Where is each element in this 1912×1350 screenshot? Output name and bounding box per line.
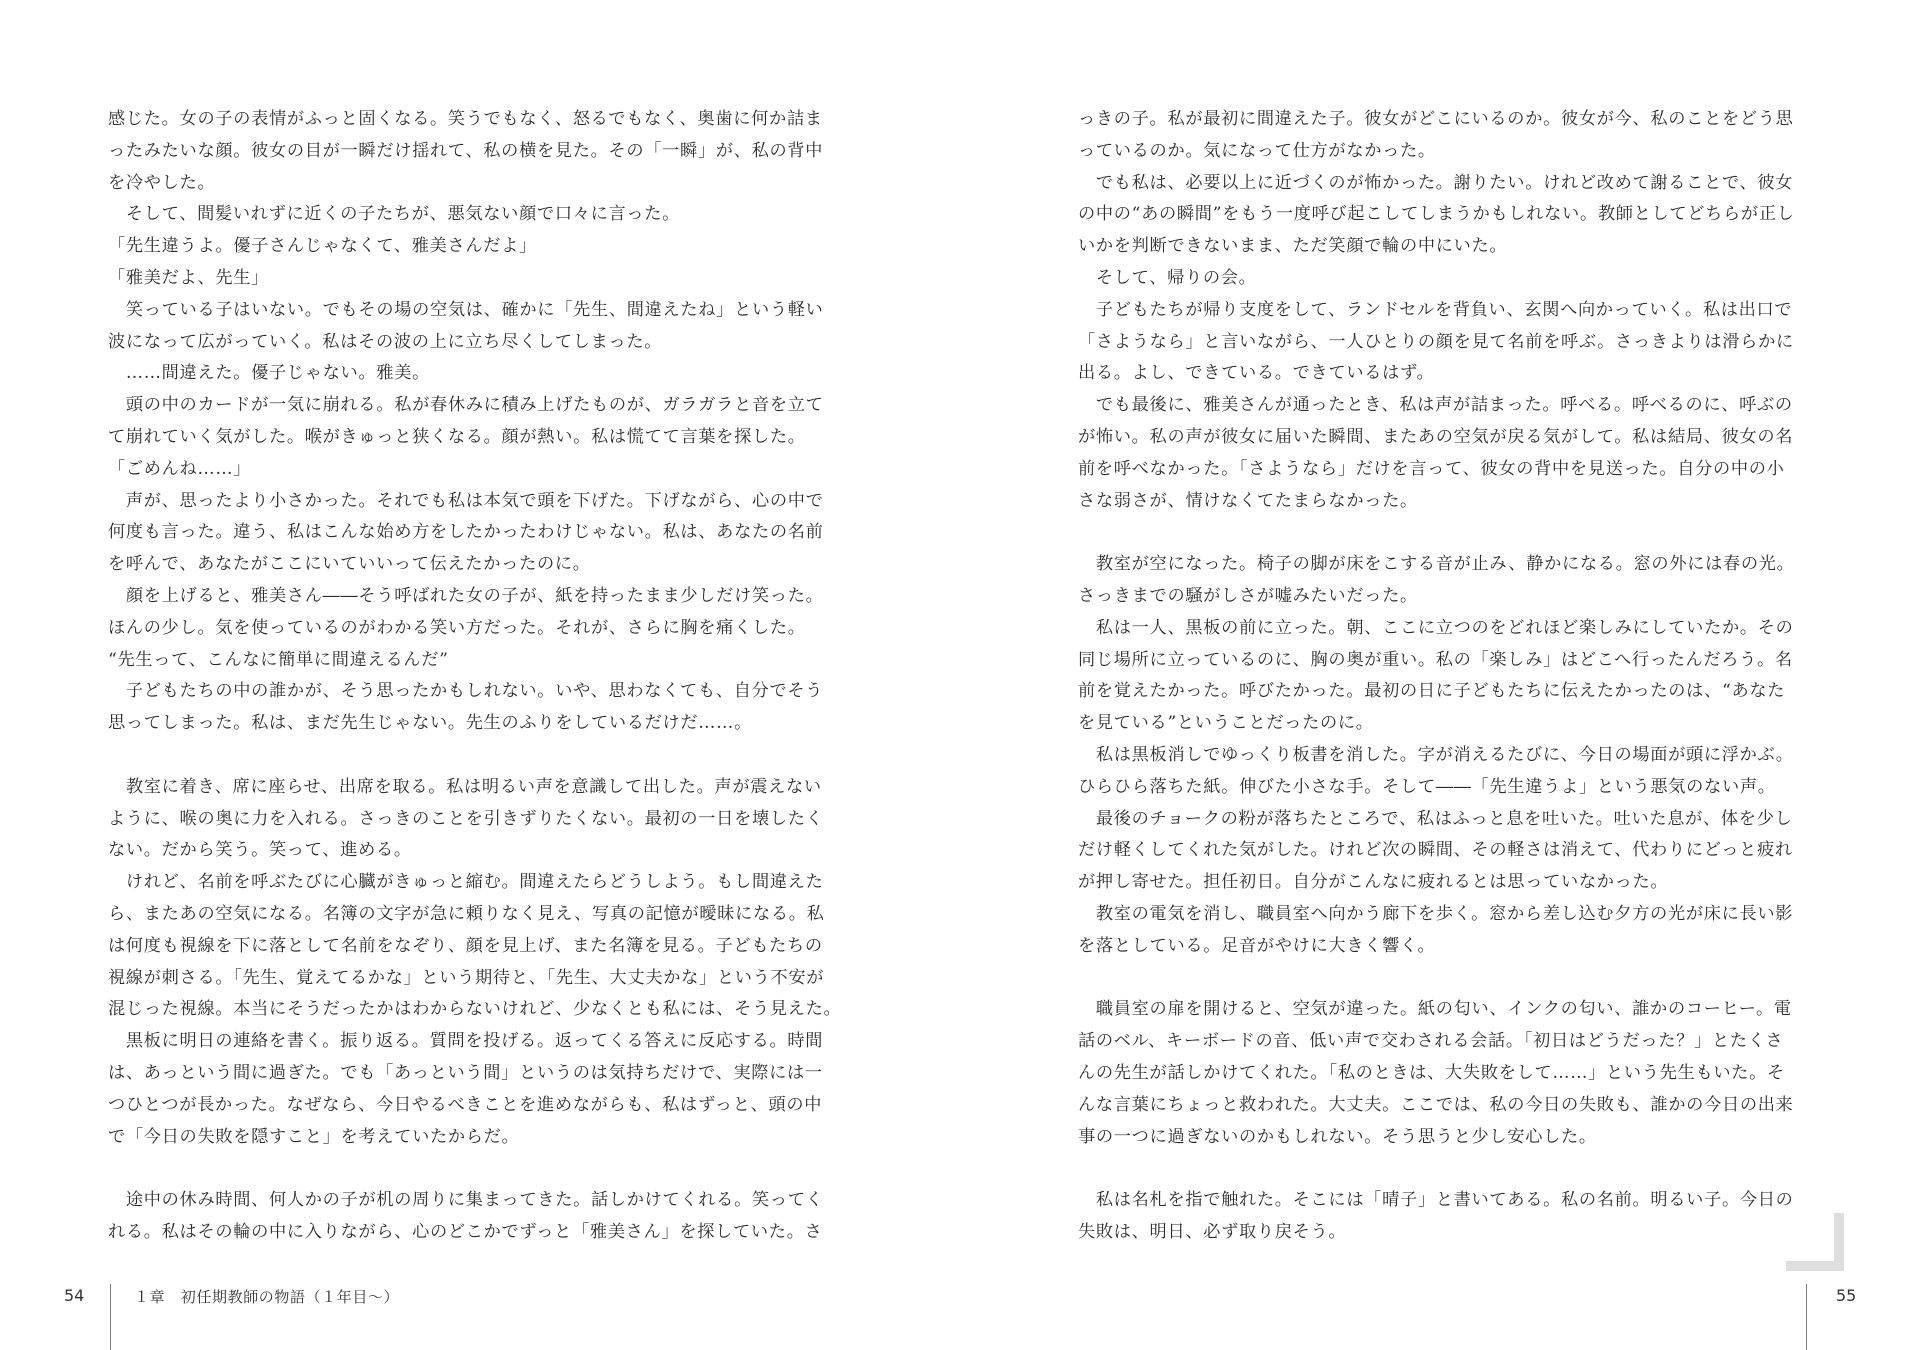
- text-line: “先生って、こんなに簡単に間違えるんだ”: [108, 649, 449, 670]
- text-line: 黒板に明日の連絡を書く。振り返る。質問を投げる。返ってくる答えに反応する。時間: [108, 1031, 824, 1052]
- text-line: が押し寄せた。担任初日。自分がこんなに疲れるとは思っていなかった。: [1078, 872, 1669, 893]
- text-line: 視線が刺さる。「先生、覚えてるかな」という期待と、「先生、大丈夫かな」という不安が: [108, 967, 825, 988]
- text-line: つひとつが長かった。なぜなら、今日やるべきことを進めながらも、私はずっと、頭の中: [108, 1094, 823, 1115]
- text-line: 思ってしまった。私は、まだ先生じゃない。先生のふりをしているだけだ……。: [108, 713, 752, 734]
- text-line: 笑っている子はいない。でもその場の空気は、確かに「先生、間違えたね」という軽い: [108, 299, 824, 320]
- page-number-left: 54: [64, 1286, 85, 1305]
- text-line: 子どもたちが帰り支度をして、ランドセルを背負い、玄関へ向かっていく。私は出口で: [1078, 299, 1793, 320]
- text-line: 「さようなら」と言いながら、一人ひとりの顔を見て名前を呼ぶ。さっきよりは滑らかに: [1078, 331, 1794, 352]
- text-line: 失敗は、明日、必ず取り戻そう。: [1078, 1221, 1347, 1242]
- text-line: 事の一つに過ぎないのかもしれない。そう思うと少し安心した。: [1078, 1126, 1597, 1147]
- text-line: 子どもたちの中の誰かが、そう思ったかもしれない。いや、思わなくても、自分でそう: [108, 681, 824, 702]
- right-body-text: [1078, 104, 1822, 1249]
- text-line: ほんの少し。気を使っているのがわかる笑い方だった。それが、さらに胸を痛くした。: [108, 617, 806, 638]
- right-page: [956, 0, 1912, 1350]
- text-line: を呼んで、あなたがここにいていいって伝えたかったのに。: [108, 554, 591, 575]
- text-line: は何度も視線を下に落として名前をなぞり、顔を見上げ、また名簿を見る。子どもたちの: [108, 935, 823, 956]
- text-line: で「今日の失敗を隠すこと」を考えていたからだ。: [108, 1126, 520, 1147]
- text-line: を見ている”ということだったのに。: [1078, 713, 1374, 734]
- text-line: 波になって広がっていく。私はその波の上に立ち尽くしてしまった。: [108, 331, 663, 352]
- text-line: けれど、名前を呼ぶたびに心臓がきゅっと縮む。間違えたらどうしよう。もし間違えた: [108, 872, 824, 893]
- text-line: いかを判断できないまま、ただ笑顔で輪の中にいた。: [1078, 236, 1508, 257]
- text-line: 「ごめんね……」: [108, 458, 252, 479]
- text-line: 「先生違うよ。優子さんじゃなくて、雅美さんだよ」: [108, 236, 537, 257]
- text-line: 混じった視線。本当にそうだったかはわからないけれど、少なくとも私には、そう見えた。: [108, 999, 842, 1020]
- page-number-right: 55: [1836, 1286, 1857, 1305]
- text-line: 前を覚えたかった。呼びたかった。最初の日に子どもたちに伝えたかったのは、“あなた: [1078, 681, 1786, 702]
- footer-divider-right: [1806, 1284, 1807, 1350]
- text-line: だけ軽くしてくれた気がした。けれど次の瞬間、その軽さは消えて、代わりにどっと疲れ: [1078, 840, 1793, 861]
- text-line: さな弱さが、情けなくてたまらなかった。: [1078, 490, 1418, 511]
- text-line: 最後のチョークの粉が落ちたところで、私はふっと息を吐いた。吐いた息が、体を少し: [1078, 808, 1793, 829]
- text-line: 教室に着き、席に座らせ、出席を取る。私は明るい声を意識して出した。声が震えない: [108, 776, 822, 797]
- text-line: れる。私はその輪の中に入りながら、心のどこかでずっと「雅美さん」を探していた。さ: [108, 1221, 823, 1242]
- text-line: でも私は、必要以上に近づくのが怖かった。謝りたい。けれど改めて謝ることで、彼女: [1078, 172, 1794, 193]
- text-line: 何度も言った。違う、私はこんな始め方をしたかったわけじゃない。私は、あなたの名前: [108, 522, 824, 543]
- text-line: 「雅美だよ、先生」: [108, 267, 269, 288]
- left-body-text: [108, 104, 852, 1249]
- text-line: ように、喉の奥に力を入れる。さっきのことを引きずりたくない。最初の一日を壊したく: [108, 808, 824, 829]
- footer-divider-left: [110, 1284, 111, 1350]
- text-line: 私は黒板消しでゆっくり板書を消した。字が消えるたびに、今日の場面が頭に浮かぶ。: [1078, 744, 1794, 765]
- text-line: でも最後に、雅美さんが通ったとき、私は声が詰まった。呼べる。呼べるのに、呼ぶの: [1078, 395, 1793, 416]
- text-line: の中の“あの瞬間”をもう一度呼び起こしてしまうかもしれない。教師としてどちらが正し: [1078, 204, 1795, 225]
- text-line: っきの子。私が最初に間違えた子。彼女がどこにいるのか。彼女が今、私のことをどう思: [1078, 109, 1794, 129]
- text-line: んの先生が話しかけてくれた。「私のときは、大失敗をして……」という先生もいた。そ: [1078, 1062, 1785, 1083]
- text-line: を冷やした。: [108, 172, 216, 193]
- text-line: [108, 740, 852, 772]
- text-line: を落としている。足音がやけに大きく響く。: [1078, 935, 1436, 956]
- section-end-mark: [1786, 1213, 1844, 1271]
- text-line: そして、間髪いれずに近くの子たちが、悪気ない顔で口々に言った。: [108, 204, 681, 225]
- text-line: 私は一人、黒板の前に立った。朝、ここに立つのをどれほど楽しみにしていたか。その: [1078, 617, 1794, 638]
- text-line: [1078, 517, 1822, 549]
- text-line: ひらひら落ちた紙。伸びた小さな手。そして――「先生違うよ」という悪気のない声。: [1078, 776, 1776, 797]
- text-line: 顔を上げると、雅美さん――そう呼ばれた女の子が、紙を持ったまま少しだけ笑った。: [108, 585, 824, 606]
- text-line: 声が、思ったより小さかった。それでも私は本気で頭を下げた。下げながら、心の中で: [108, 490, 824, 511]
- text-line: ら、またあの空気になる。名簿の文字が急に頼りなく見え、写真の記憶が曖昧になる。私: [108, 903, 825, 924]
- text-line: 同じ場所に立っているのに、胸の奥が重い。私の「楽しみ」はどこへ行ったんだろう。名: [1078, 649, 1793, 670]
- text-line: 話のベル、キーボードの音、低い声で交わされる会話。「初日はどうだった？」とたくさ: [1078, 1031, 1784, 1052]
- text-line: 途中の休み時間、何人かの子が机の周りに集まってきた。話しかけてくれる。笑ってく: [108, 1190, 824, 1211]
- running-header: １章 初任期教師の物語（１年目〜）: [134, 1288, 400, 1306]
- text-line: て崩れていく気がした。喉がきゅっと狭くなる。顔が熱い。私は慌てて言葉を探した。: [108, 426, 806, 447]
- text-line: が怖い。私の声が彼女に届いた瞬間、またあの空気が戻る気がして。私は結局、彼女の名: [1078, 426, 1794, 447]
- text-line: 感じた。女の子の表情がふっと固くなる。笑うでもなく、怒るでもなく、奥歯に何か詰ま: [108, 109, 823, 129]
- text-line: 前を呼べなかった。「さようなら」だけを言って、彼女の背中を見送った。自分の中の小: [1078, 458, 1785, 479]
- text-line: ……間違えた。優子じゃない。雅美。: [108, 363, 430, 384]
- text-line: 頭の中のカードが一気に崩れる。私が春休みに積み上げたものが、ガラガラと音を立て: [108, 395, 824, 416]
- text-line: ったみたいな顔。彼女の目が一瞬だけ揺れて、私の横を見た。その「一瞬」が、私の背中: [108, 140, 824, 161]
- text-line: 教室の電気を消し、職員室へ向かう廊下を歩く。窓から差し込む夕方の光が床に長い影: [1078, 903, 1794, 924]
- text-line: ない。だから笑う。笑って、進める。: [108, 840, 412, 861]
- text-line: は、あっという間に過ぎた。でも「あっという間」というのは気持ちだけで、実際には一: [108, 1062, 823, 1083]
- text-line: 出る。よし、できている。できているはず。: [1078, 363, 1435, 384]
- text-line: [1078, 963, 1822, 995]
- text-line: っているのか。気になって仕方がなかった。: [1078, 140, 1436, 161]
- text-line: [1078, 1153, 1822, 1185]
- text-line: 私は名札を指で触れた。そこには「晴子」と書いてある。私の名前。明るい子。今日の: [1078, 1190, 1794, 1211]
- text-line: [108, 1153, 852, 1185]
- text-line: そして、帰りの会。: [1078, 267, 1257, 288]
- text-line: さっきまでの騒がしさが嘘みたいだった。: [1078, 585, 1418, 606]
- text-line: 職員室の扉を開けると、空気が違った。紙の匂い、インクの匂い、誰かのコーヒー。電: [1078, 999, 1792, 1020]
- text-line: んな言葉にちょっと救われた。大丈夫。ここでは、私の今日の失敗も、誰かの今日の出来: [1078, 1094, 1794, 1115]
- text-line: 教室が空になった。椅子の脚が床をこする音が止み、静かになる。窓の外には春の光。: [1078, 554, 1795, 575]
